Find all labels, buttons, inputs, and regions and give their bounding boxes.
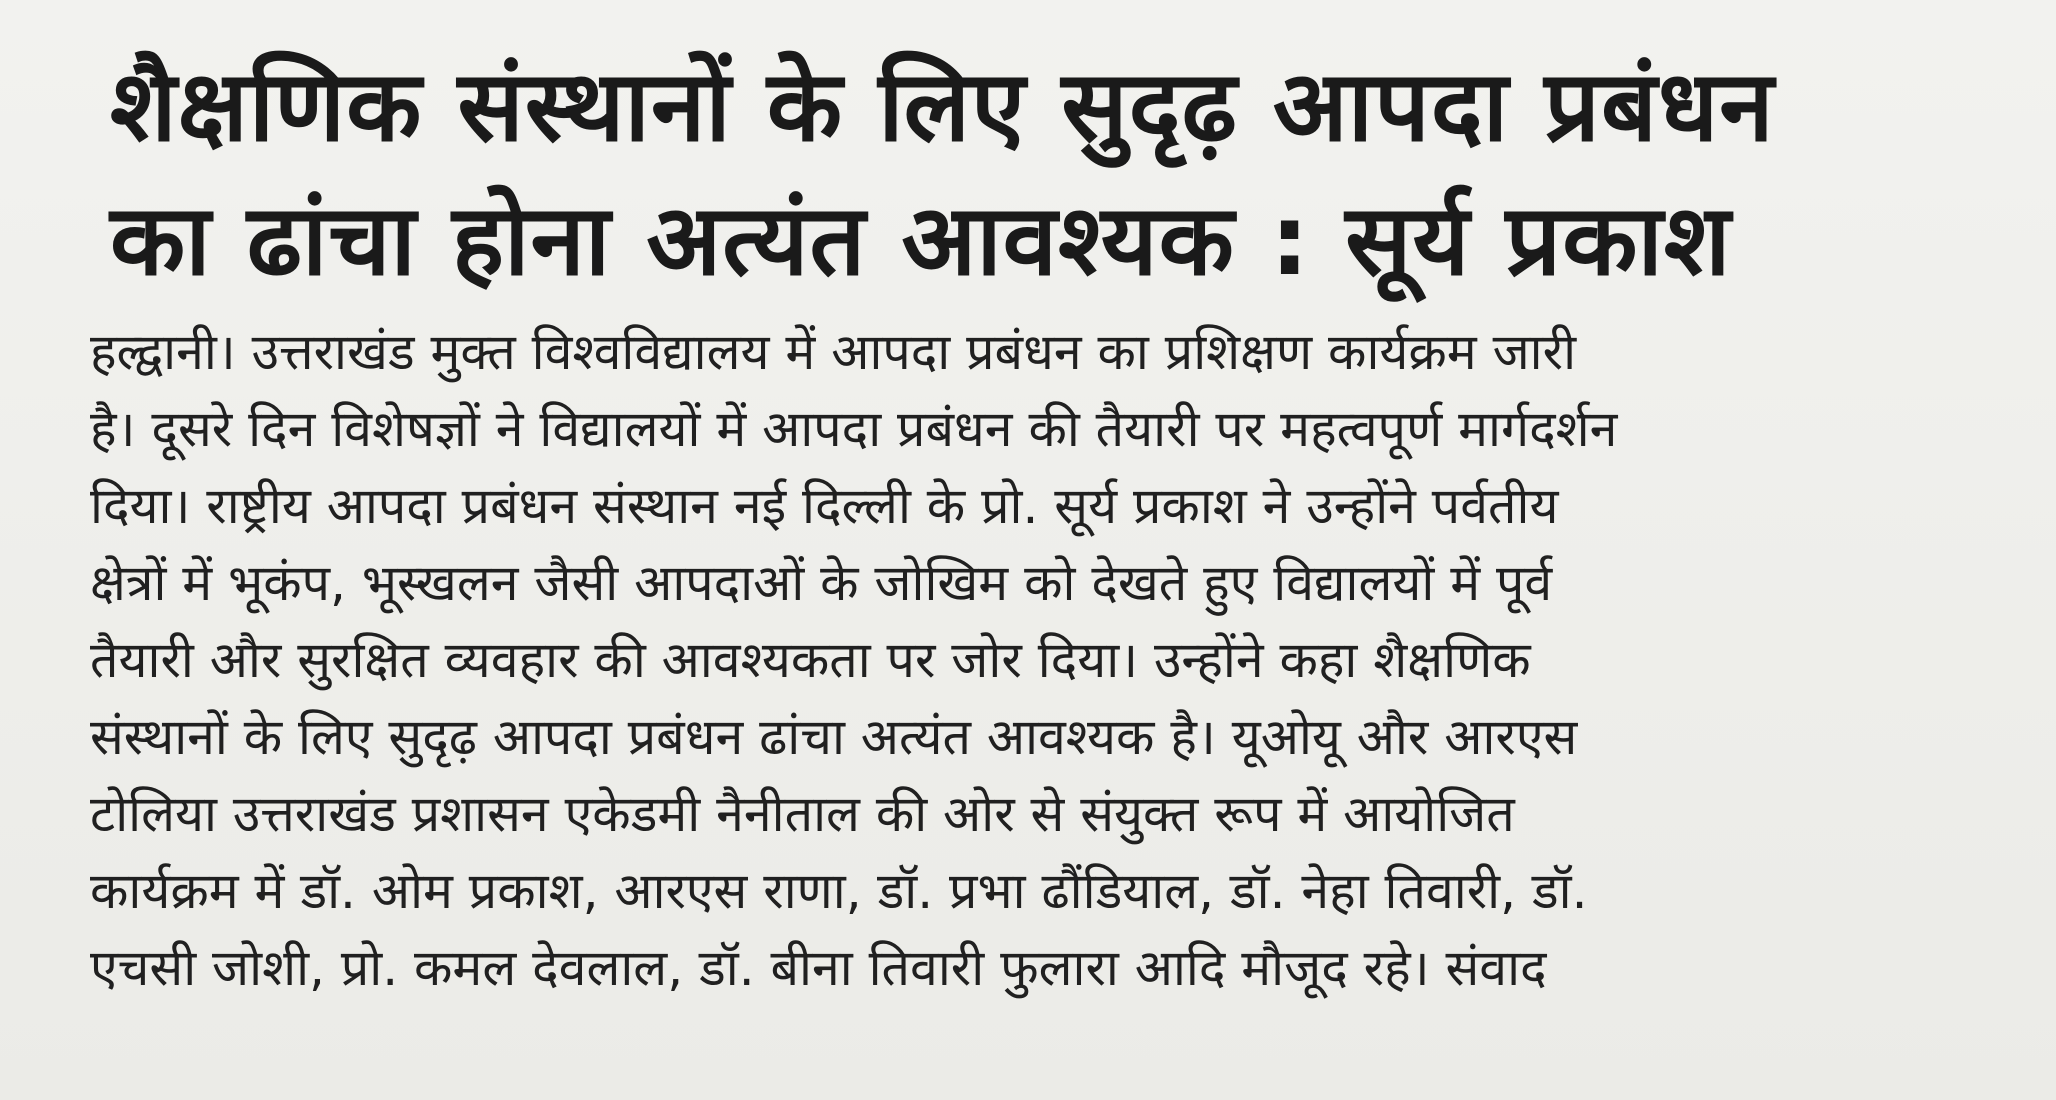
headline-line-2: का ढांचा होना अत्यंत आवश्यक : सूर्य प्रकाश (110, 184, 1732, 298)
body-line-1: हल्द्वानी। उत्तराखंड मुक्त विश्वविद्यालय में आपदा प्रबंधन का प्रशिक्षण कार्यक्रम जारी (90, 323, 1577, 381)
headline (110, 40, 1966, 308)
article-body (90, 308, 1966, 1007)
body-line-6: संस्थानों के लिए सुदृढ़ आपदा प्रबंधन ढांचा अत्यंत आवश्यक है। यूओयू और आरएस (90, 708, 1578, 766)
body-line-7: टोलिया उत्तराखंड प्रशासन एकेडमी नैनीताल की ओर से संयुक्त रूप में आयोजित (90, 785, 1515, 843)
body-line-3: दिया। राष्ट्रीय आपदा प्रबंधन संस्थान नई दिल्ली के प्रो. सूर्य प्रकाश ने उन्होंने पर्वतीय (90, 477, 1559, 535)
headline-line-1: शैक्षणिक संस्थानों के लिए सुदृढ़ आपदा प्रबंधन (110, 50, 1775, 164)
body-line-4: क्षेत्रों में भूकंप, भूस्खलन जैसी आपदाओं के जोखिम को देखते हुए विद्यालयों में पूर्व (90, 554, 1553, 612)
body-line-5: तैयारी और सुरक्षित व्यवहार की आवश्यकता पर जोर दिया। उन्होंने कहा शैक्षणिक (90, 631, 1531, 689)
body-line-8: कार्यक्रम में डॉ. ओम प्रकाश, आरएस राणा, डॉ. प्रभा ढौंडियाल, डॉ. नेहा तिवारी, डॉ. (90, 862, 1588, 920)
body-line-2: है। दूसरे दिन विशेषज्ञों ने विद्यालयों में आपदा प्रबंधन की तैयारी पर महत्वपूर्ण मार्गदर्शन (90, 400, 1618, 458)
body-line-9: एचसी जोशी, प्रो. कमल देवलाल, डॉ. बीना तिवारी फुलारा आदि मौजूद रहे। संवाद (90, 939, 1547, 997)
